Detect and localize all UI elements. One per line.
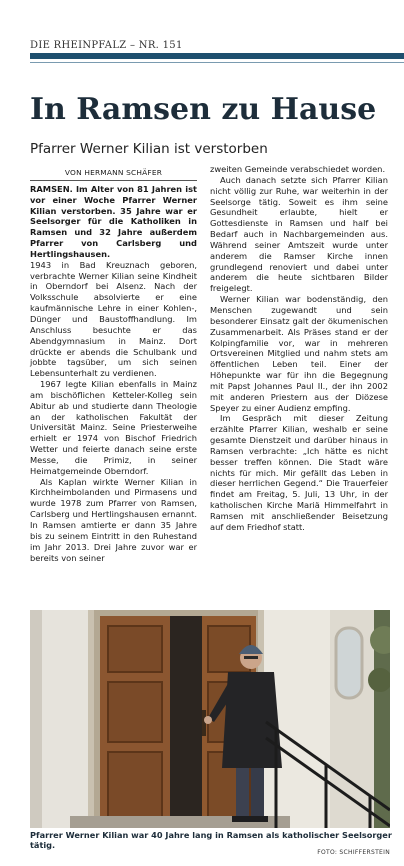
article-photo — [30, 610, 390, 828]
issue-number: NR. 151 — [138, 40, 183, 51]
body-paragraph: Als Kaplan wirkte Werner Kilian in Kirchheimbolanden und Pirmasens und wurde 1978 zum Pfarrer von Ramsen, Carlsberg und Hertlingshausen ernannt. In Ramsen amtierte er dann 35 Jahre bis zu seinem Eintritt in den Ruhestand im Jahr 2013. Drei Jahre zuvor war er bereits von seiner — [30, 476, 197, 563]
body-paragraph: Werner Kilian war bodenständig, den Menschen zugewandt und sein besonderer Einsatz galt der ökumenischen Zusammenarbeit. Als Präses stand er der Kolpingfamilie vor, war in mehreren Ortsvereinen Mitglied und nahm stets am öffentlichen Leben teil. Einer der Höhepunkte war für ihn die Begegnung mit Papst Johannes Paul II., der ihn 2002 mit anderen Priestern aus der Diözese Speyer zu einer Audienz empfing. — [210, 294, 388, 413]
body-paragraph: Im Gespräch mit dieser Zeitung erzählte Pfarrer Kilian, weshalb er seine gesamte Dienstzeit und darüber hinaus in Ramsen verbrachte: „Ich hätte es nicht besser treffen können. Die Stadt wäre nichts für mich. Mir gefällt das Leben in dieser herrlichen Gegend.“ Die Trauerfeier findet am Freitag, 5. Juli, 13 Uhr, in der katholischen Kirche Mariä Himmelfahrt in Ramsen mit anschließender Beisetzung auf dem Friedhof statt. — [210, 413, 388, 532]
lead-paragraph: RAMSEN. Im Alter von 81 Jahren ist vor einer Woche Pfarrer Werner Kilian verstorben. 35 Jahre war er Seelsorger für die Katholiken in Ramsen und 32 Jahre außerdem Pfarrer von Carlsberg und Hertlingshausen. — [30, 183, 197, 259]
byline: VON HERMANN SCHÄFER — [30, 168, 197, 181]
body-paragraph: 1967 legte Kilian ebenfalls in Mainz am bischöflichen Ketteler-Kolleg sein Abitur ab und studierte dann Theologie an der katholischen Fakultät der Universität Mainz. Seine Priesterweihe erhielt er 1974 von Bischof Friedrich Wetter und feierte danach seine erste Messe, die Primiz, in seiner Heimatgemeinde Oberndorf. — [30, 379, 197, 476]
photo-priest-at-church-door — [30, 610, 390, 828]
newspaper-name: DIE RHEINPFALZ — [30, 40, 127, 51]
body-paragraph: Auch danach setzte sich Pfarrer Kilian nicht völlig zur Ruhe, war weiterhin in der Seelsorge tätig. Soweit es ihm seine Gesundheit erlaubte, hielt er Gottesdienste in Ramsen und half bei Bedarf auch in Nachbargemeinden aus. Während seiner Amtszeit wurde unter anderem die Ramser Kirche innen grundlegend renoviert und dabei unter anderem die heute sichtbaren Bilder freigelegt. — [210, 174, 388, 294]
masthead-separator: – — [130, 40, 136, 51]
body-paragraph: 1943 in Bad Kreuznach geboren, verbrachte Werner Kilian seine Kindheit in Oberndorf bei Alsenz. Nach der Volksschule absolvierte er eine kaufmännische Lehre in einer Kohlen-, Dünger und Baustoffhandlung. Im Anschluss besuchte er das Abendgymnasium in Mainz. Dort drückte er abends die Schulbank und jobbte tagsüber, um sich seinen Lebensunterhalt zu verdienen. — [30, 259, 197, 379]
subheadline: Pfarrer Werner Kilian ist verstorben — [30, 141, 268, 157]
article-column-1 — [30, 168, 197, 563]
masthead — [30, 40, 183, 51]
photo-caption: Pfarrer Werner Kilian war 40 Jahre lang in Ramsen als katholischer Seelsorger tätig. — [30, 830, 392, 850]
body-paragraph: zweiten Gemeinde verabschiedet worden. — [210, 164, 386, 174]
article-column-2 — [210, 164, 388, 533]
photo-credit: FOTO: SCHIFFERSTEIN — [317, 849, 390, 856]
masthead-rule — [30, 53, 404, 59]
masthead-rule-thin — [30, 62, 404, 63]
headline: In Ramsen zu Hause — [30, 92, 377, 127]
